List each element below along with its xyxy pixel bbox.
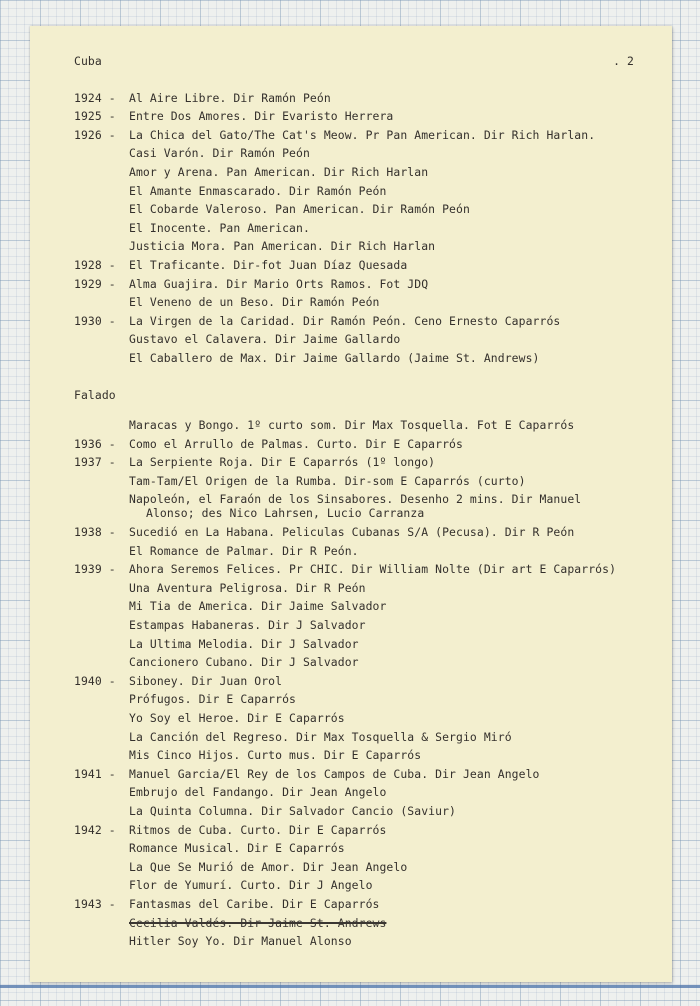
film-entry (74, 330, 662, 349)
film-entry (74, 472, 662, 491)
entry-text: Siboney. Dir Juan Orol (129, 673, 283, 688)
entry-text: Mi Tia de America. Dir Jaime Salvador (129, 599, 387, 614)
country-heading: Cuba (74, 54, 102, 68)
film-entry (74, 672, 662, 691)
film-entry (74, 858, 662, 877)
film-entry (74, 435, 662, 454)
entry-year: 1938 - (74, 525, 116, 540)
entry-text: Al Aire Libre. Dir Ramón Peón (129, 90, 331, 105)
film-entry (74, 895, 662, 914)
entry-text: El Traficante. Dir-fot Juan Díaz Quesada (129, 257, 408, 272)
entry-text: Hitler Soy Yo. Dir Manuel Alonso (129, 934, 352, 949)
film-entry (74, 635, 662, 654)
entry-text: La Quinta Columna. Dir Salvador Cancio (Saviur) (129, 803, 457, 818)
entry-text: El Romance de Palmar. Dir R Peón. (129, 543, 359, 558)
typed-text-block (74, 52, 662, 951)
film-entry (74, 802, 662, 821)
entry-text: Una Aventura Peligrosa. Dir R Peón (129, 580, 366, 595)
entry-text: Yo Soy el Heroe. Dir E Caparrós (129, 711, 345, 725)
entry-year: 1925 - (74, 109, 116, 124)
entry-text: El Cobarde Valeroso. Pan American. Dir Ramón Peón (129, 202, 470, 217)
entry-text: Maracas y Bongo. 1º curto som. Dir Max Tosquella. Fot E Caparrós (129, 418, 575, 433)
entry-year: 1941 - (74, 766, 116, 781)
film-entry (74, 709, 662, 728)
entry-text: La Ultima Melodia. Dir J Salvador (129, 636, 359, 651)
page-header (74, 52, 662, 71)
film-entry (74, 728, 662, 747)
film-entry (74, 765, 662, 784)
sound-films-list (74, 416, 662, 951)
entry-year: 1942 - (74, 822, 116, 837)
entry-continuation: Alonso; des Nico Lahrsen, Lucio Carranza (146, 506, 425, 521)
entry-year: 1924 - (74, 90, 116, 105)
film-entry (74, 523, 662, 542)
film-entry (74, 690, 662, 709)
film-entry (74, 746, 662, 765)
film-entry (74, 932, 662, 951)
entry-text: La Chica del Gato/The Cat's Meow. Pr Pan American. Dir Rich Harlan. (129, 127, 596, 142)
entry-year: 1929 - (74, 276, 116, 291)
page-bottom-edge (0, 985, 700, 988)
entry-text: Flor de Yumurí. Curto. Dir J Angelo (129, 878, 373, 893)
film-entry (74, 839, 662, 858)
section-title: Falado (74, 387, 116, 402)
film-entry (74, 416, 662, 435)
entry-year: 1943 - (74, 896, 116, 911)
entry-text: Cecilia Valdés. Dir Jaime St. Andrews (129, 915, 387, 930)
film-entry (74, 89, 662, 108)
entry-text: Ritmos de Cuba. Curto. Dir E Caparrós (129, 822, 387, 837)
entry-text: Alma Guajira. Dir Mario Orts Ramos. Fot JDQ (129, 276, 429, 291)
entry-text: La Canción del Regreso. Dir Max Tosquella & Sergio Miró (129, 729, 512, 744)
entry-text: Manuel Garcia/El Rey de los Campos de Cuba. Dir Jean Angelo (129, 766, 540, 781)
entry-year: 1936 - (74, 436, 116, 451)
entry-text: Como el Arrullo de Palmas. Curto. Dir E Caparrós (129, 436, 463, 451)
film-entry (74, 237, 662, 256)
film-entry (74, 349, 662, 368)
film-entry (74, 453, 662, 472)
page-number: . 2 (613, 54, 634, 68)
entry-text: El Caballero de Max. Dir Jaime Gallardo (Jaime St. Andrews) (129, 350, 540, 365)
film-entry (74, 783, 662, 802)
film-entry (74, 182, 662, 201)
entry-year: 1928 - (74, 257, 116, 272)
entry-text: Gustavo el Calavera. Dir Jaime Gallardo (129, 332, 401, 347)
entry-year: 1937 - (74, 455, 116, 470)
entry-text: Casi Varón. Dir Ramón Peón (129, 146, 310, 161)
film-entry (74, 560, 662, 579)
film-entry (74, 616, 662, 635)
entry-text: Napoleón, el Faraón de los Sinsabores. Desenho 2 mins. Dir Manuel (129, 492, 582, 507)
film-entry (74, 200, 662, 219)
entry-text: Amor y Arena. Pan American. Dir Rich Harlan (129, 164, 429, 179)
typed-page (30, 26, 672, 982)
film-entry (74, 275, 662, 294)
entry-year: 1930 - (74, 313, 116, 328)
film-entry (74, 256, 662, 275)
entry-text: Entre Dos Amores. Dir Evaristo Herrera (129, 109, 394, 124)
film-entry (74, 293, 662, 312)
film-entry (74, 126, 662, 145)
film-entry (74, 107, 662, 126)
film-entry (74, 914, 662, 933)
entry-text: El Amante Enmascarado. Dir Ramón Peón (129, 183, 387, 198)
entry-text: Mis Cinco Hijos. Curto mus. Dir E Caparrós (129, 748, 422, 763)
film-entry (74, 876, 662, 895)
entry-text: Estampas Habaneras. Dir J Salvador (129, 618, 366, 633)
film-entry (74, 312, 662, 331)
entry-year: 1940 - (74, 673, 116, 688)
entry-text: Sucedió en La Habana. Peliculas Cubanas S/A (Pecusa). Dir R Peón (129, 525, 575, 540)
entry-text: Justicia Mora. Pan American. Dir Rich Harlan (129, 239, 436, 254)
entry-text: El Veneno de un Beso. Dir Ramón Peón (129, 295, 380, 310)
silent-films-list (74, 89, 662, 368)
entry-text: Embrujo del Fandango. Dir Jean Angelo (129, 785, 387, 800)
film-entry (74, 219, 662, 238)
entry-text: Cancionero Cubano. Dir J Salvador (129, 655, 359, 670)
film-entry (74, 597, 662, 616)
film-entry (74, 144, 662, 163)
entry-year: 1939 - (74, 562, 116, 577)
entry-text: El Inocente. Pan American. (129, 220, 310, 235)
entry-year: 1926 - (74, 127, 116, 142)
entry-text: Fantasmas del Caribe. Dir E Caparrós (129, 896, 380, 911)
entry-text: Romance Musical. Dir E Caparrós (129, 841, 345, 856)
film-entry (74, 579, 662, 598)
entry-text: Tam-Tam/El Origen de la Rumba. Dir-som E Caparrós (curto) (129, 473, 526, 488)
film-entry (74, 542, 662, 561)
entry-text: La Serpiente Roja. Dir E Caparrós (1º longo) (129, 455, 436, 470)
film-entry (74, 653, 662, 672)
film-entry (74, 821, 662, 840)
entry-text: Ahora Seremos Felices. Pr CHIC. Dir William Nolte (Dir art E Caparrós) (129, 562, 617, 577)
film-entry (74, 163, 662, 182)
entry-text: La Virgen de la Caridad. Dir Ramón Peón. Ceno Ernesto Caparrós (129, 313, 561, 328)
entry-text: Prófugos. Dir E Caparrós (129, 692, 296, 707)
entry-text: La Que Se Murió de Amor. Dir Jean Angelo (129, 859, 408, 874)
